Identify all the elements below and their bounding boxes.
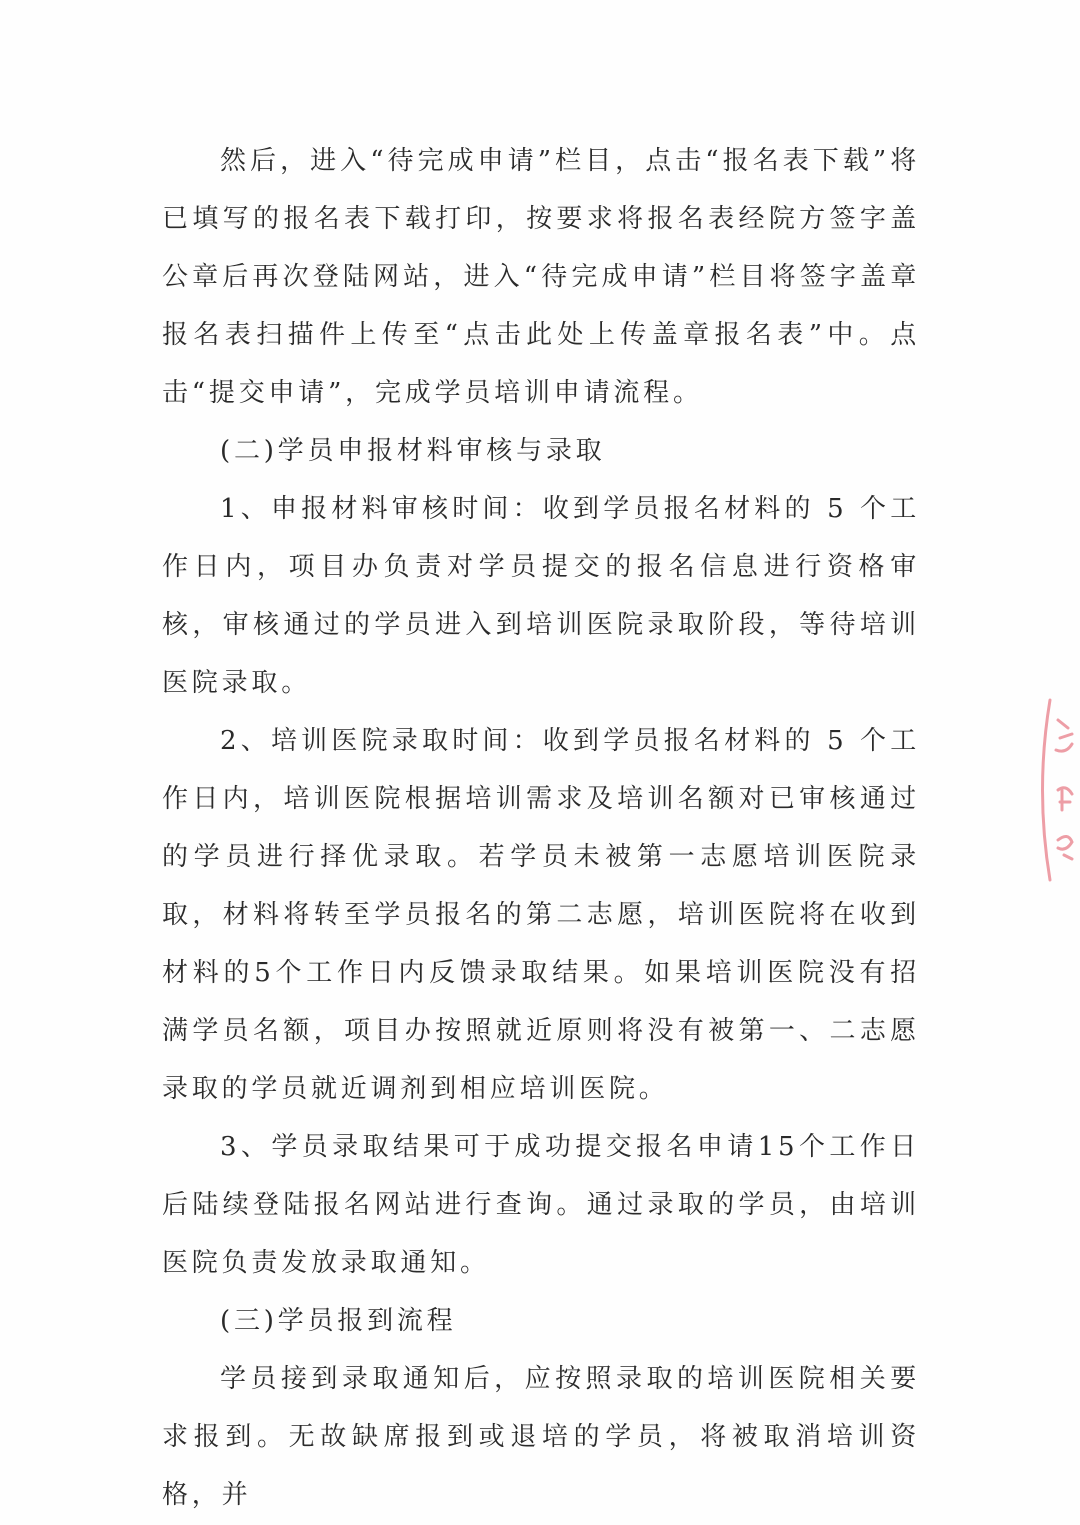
section-heading-review: (二)学员申报材料审核与录取: [220, 436, 606, 466]
paragraph-application-steps: 然后，进入“待完成申请”栏目，点击“报名表下载”将已填写的报名表下载打印，按要求将报名表经院方签字盖公章后再次登陆网站，进入“待完成申请”栏目将签字盖章报名表扫描件上传至“点击此处上传盖章报名表”中。点击“提交申请”，完成学员培训申请流程。: [162, 146, 920, 408]
paragraph-admission-time: 2、培训医院录取时间：收到学员报名材料的 5 个工作日内，培训医院根据培训需求及培训名额对已审核通过的学员进行择优录取。若学员未被第一志愿培训医院录取，材料将转至学员报名的第二志愿，培训医院将在收到材料的5个工作日内反馈录取结果。如果培训医院没有招满学员名额，项目办按照就近原则将没有被第一、二志愿录取的学员就近调剂到相应培训医院。: [162, 726, 920, 1104]
document-body: [162, 132, 920, 1524]
paragraph-review-time: 1、申报材料审核时间：收到学员报名材料的 5 个工作日内，项目办负责对学员提交的报名信息进行资格审核，审核通过的学员进入到培训医院录取阶段，等待培训医院录取。: [162, 494, 920, 698]
paragraph-registration: 学员接到录取通知后，应按照录取的培训医院相关要求报到。无故缺席报到或退培的学员，将被取消培训资格，并: [162, 1364, 920, 1510]
section-heading-registration: (三)学员报到流程: [220, 1306, 457, 1336]
seal-stamp-icon: [1030, 690, 1080, 890]
paragraph-results-query: 3、学员录取结果可于成功提交报名申请15个工作日后陆续登陆报名网站进行查询。通过录取的学员，由培训医院负责发放录取通知。: [162, 1132, 920, 1278]
